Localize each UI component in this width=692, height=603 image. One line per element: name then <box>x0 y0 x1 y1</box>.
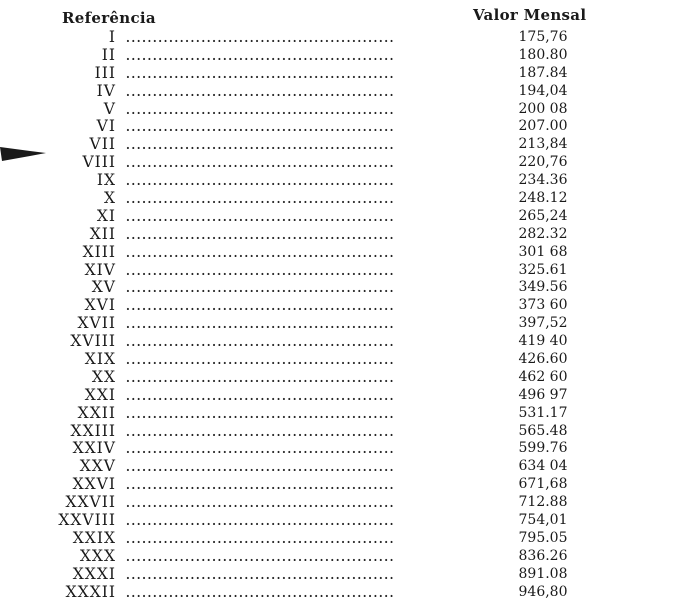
reference-numeral: XVI <box>84 296 116 315</box>
monthly-value: 634 04 <box>518 458 568 475</box>
table-row <box>0 172 692 190</box>
reference-numeral: XXIX <box>72 528 116 547</box>
reference-numeral: XXVI <box>72 475 116 494</box>
dot-leader: .................................................. <box>126 318 395 332</box>
reference-numeral: XVIII <box>70 332 116 351</box>
monthly-value: 349.56 <box>518 279 568 296</box>
reference-numeral: IV <box>96 81 116 100</box>
monthly-value: 213,84 <box>518 136 568 153</box>
dot-leader: .................................................. <box>126 32 395 45</box>
reference-numeral: VIII <box>82 153 116 172</box>
dot-leader: .................................................. <box>126 389 395 403</box>
reference-numeral: VI <box>96 117 116 136</box>
monthly-value: 207.00 <box>518 118 568 135</box>
reference-numeral: XXII <box>77 403 116 422</box>
monthly-value: 187.84 <box>518 64 568 81</box>
reference-numeral: XIV <box>84 260 116 279</box>
table-row <box>0 566 692 584</box>
table-row <box>0 548 692 566</box>
monthly-value: 397,52 <box>518 315 568 332</box>
table-row <box>0 512 692 530</box>
dot-leader: .................................................. <box>126 157 395 171</box>
monthly-value: 426.60 <box>518 351 568 368</box>
table-row <box>0 118 692 136</box>
table-row <box>0 369 692 387</box>
dot-leader: .................................................. <box>126 282 395 296</box>
reference-numeral: XXVII <box>65 493 116 512</box>
dot-leader: .................................................. <box>126 532 395 546</box>
reference-numeral: XXXII <box>65 582 116 601</box>
dot-leader: .................................................. <box>126 175 395 189</box>
monthly-value: 194,04 <box>518 82 568 99</box>
monthly-value: 265,24 <box>518 207 568 224</box>
reference-numeral: XXIII <box>70 421 116 440</box>
dot-leader: .................................................. <box>126 210 395 224</box>
monthly-value: 200 08 <box>518 100 568 117</box>
table-row <box>0 226 692 244</box>
table-row <box>0 387 692 405</box>
table-row <box>0 458 692 476</box>
monthly-value: 754,01 <box>518 512 568 529</box>
table-row <box>0 351 692 369</box>
table-row <box>0 279 692 297</box>
table-row <box>0 244 692 262</box>
table-row <box>0 83 692 101</box>
monthly-value: 795.05 <box>518 529 568 546</box>
dot-leader: .................................................. <box>126 246 395 260</box>
value-column-header: Valor Mensal <box>473 6 587 24</box>
table-row <box>0 297 692 315</box>
reference-numeral: XXVIII <box>58 511 116 530</box>
reference-numeral: XVII <box>77 314 116 333</box>
monthly-value: 462 60 <box>518 368 568 385</box>
dot-leader: .................................................. <box>126 300 395 314</box>
dot-leader: .................................................. <box>126 264 395 278</box>
salary-table <box>0 29 692 602</box>
reference-numeral: XXIV <box>72 439 116 458</box>
dot-leader: .................................................. <box>126 425 395 439</box>
reference-numeral: XXV <box>79 457 116 476</box>
table-row <box>0 584 692 602</box>
dot-leader: .................................................. <box>126 121 395 135</box>
table-row <box>0 494 692 512</box>
table-row <box>0 154 692 172</box>
dot-leader: .................................................. <box>126 85 395 99</box>
dot-leader: .................................................. <box>126 49 395 63</box>
dot-leader: .................................................. <box>126 515 395 529</box>
reference-numeral: III <box>94 63 116 82</box>
dot-leader: .................................................. <box>126 336 395 350</box>
monthly-value: 496 97 <box>518 386 568 403</box>
reference-numeral: XX <box>91 367 116 386</box>
table-row <box>0 190 692 208</box>
monthly-value: 712.88 <box>518 494 568 511</box>
dot-leader: .................................................. <box>126 586 395 600</box>
reference-numeral: XI <box>96 206 116 225</box>
table-row <box>0 47 692 65</box>
table-row <box>0 440 692 458</box>
dot-leader: .................................................. <box>126 193 395 207</box>
table-row <box>0 208 692 226</box>
monthly-value: 671,68 <box>518 476 568 493</box>
reference-numeral: XXX <box>79 546 116 565</box>
dot-leader: .................................................. <box>126 568 395 582</box>
table-row <box>0 136 692 154</box>
monthly-value: 180.80 <box>518 46 568 63</box>
table-row <box>0 423 692 441</box>
monthly-value: 836.26 <box>518 547 568 564</box>
monthly-value: 565.48 <box>518 422 568 439</box>
reference-numeral: II <box>101 45 116 64</box>
dot-leader: .................................................. <box>126 228 395 242</box>
reference-numeral: V <box>103 99 116 118</box>
monthly-value: 248.12 <box>518 190 568 207</box>
monthly-value: 599.76 <box>518 440 568 457</box>
dot-leader: .................................................. <box>126 371 395 385</box>
dot-leader: .................................................. <box>126 497 395 511</box>
monthly-value: 946,80 <box>518 583 568 600</box>
monthly-value: 325.61 <box>518 261 568 278</box>
reference-column-header: Referência <box>62 9 156 27</box>
table-row <box>0 333 692 351</box>
table-row <box>0 530 692 548</box>
monthly-value: 301 68 <box>518 243 568 260</box>
table-row <box>0 29 692 47</box>
reference-numeral: IX <box>96 171 116 190</box>
table-row <box>0 101 692 119</box>
dot-leader: .................................................. <box>126 139 395 153</box>
reference-numeral: XXXI <box>72 564 116 583</box>
reference-numeral: XV <box>91 278 116 297</box>
dot-leader: .................................................. <box>126 479 395 493</box>
monthly-value: 419 40 <box>518 333 568 350</box>
dot-leader: .................................................. <box>126 407 395 421</box>
reference-numeral: X <box>103 189 116 208</box>
dot-leader: .................................................. <box>126 354 395 368</box>
dot-leader: .................................................. <box>126 443 395 457</box>
table-row <box>0 405 692 423</box>
table-row <box>0 65 692 83</box>
table-row <box>0 262 692 280</box>
monthly-value: 531.17 <box>518 404 568 421</box>
monthly-value: 175,76 <box>518 29 568 45</box>
table-row <box>0 476 692 494</box>
dot-leader: .................................................. <box>126 550 395 564</box>
dot-leader: .................................................. <box>126 103 395 117</box>
reference-numeral: XXI <box>84 385 116 404</box>
reference-numeral: XIX <box>84 350 116 369</box>
reference-numeral: I <box>108 28 116 46</box>
monthly-value: 373 60 <box>518 297 568 314</box>
reference-numeral: XII <box>89 224 116 243</box>
monthly-value: 282.32 <box>518 225 568 242</box>
reference-numeral: XIII <box>82 242 116 261</box>
monthly-value: 891.08 <box>518 565 568 582</box>
monthly-value: 234.36 <box>518 172 568 189</box>
dot-leader: .................................................. <box>126 67 395 81</box>
monthly-value: 220,76 <box>518 154 568 171</box>
dot-leader: .................................................. <box>126 461 395 475</box>
reference-numeral: VII <box>89 135 116 154</box>
table-row <box>0 315 692 333</box>
